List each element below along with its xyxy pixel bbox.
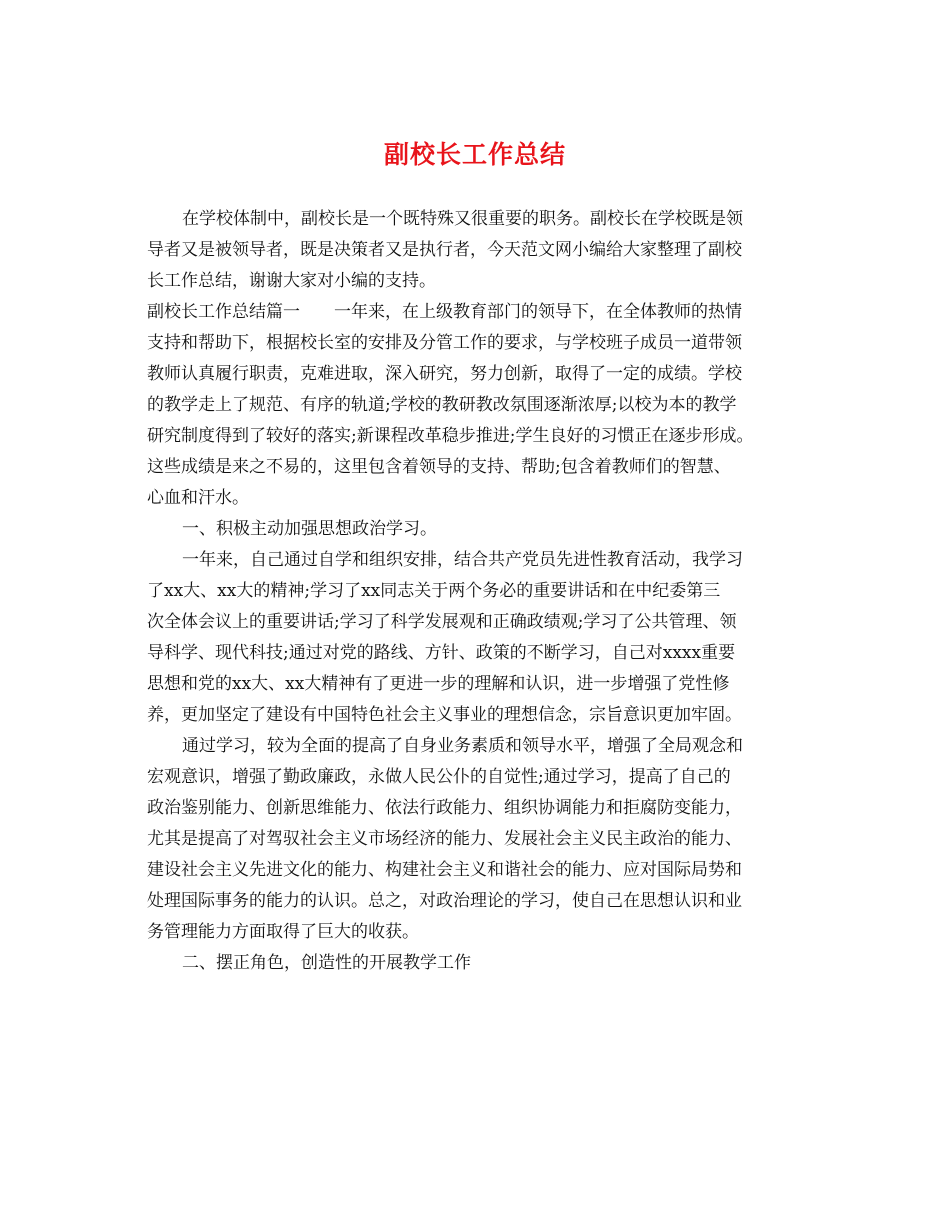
text-line: 宏观意识，增强了勤政廉政，永做人民公仆的自觉性;通过学习，提高了自己的	[147, 767, 731, 787]
text-line: 二、摆正角色，创造性的开展教学工作	[182, 953, 471, 973]
text-line: 一、积极主动加强思想政治学习。	[182, 519, 437, 539]
text-line: 这些成绩是来之不易的，这里包含着领导的支持、帮助;包含着教师们的智慧、	[147, 457, 731, 477]
text-line: 支持和帮助下，根据校长室的安排及分管工作的要求，与学校班子成员一道带领	[147, 333, 742, 353]
text-line: 处理国际事务的能力的认识。总之，对政治理论的学习，使自己在思想认识和业	[147, 891, 742, 911]
text-line: 通过学习，较为全面的提高了自身业务素质和领导水平，增强了全局观念和	[182, 736, 743, 756]
text-line: 在学校体制中，副校长是一个既特殊又很重要的职务。副校长在学校既是领	[182, 209, 743, 229]
text-line: 副校长工作总结篇一 一年来，在上级教育部门的领导下，在全体教师的热情	[147, 302, 742, 322]
text-line: 导科学、现代科技;通过对党的路线、方针、政策的不断学习，自己对xxxx重要	[147, 643, 736, 663]
text-line: 次全体会议上的重要讲话;学习了科学发展观和正确政绩观;学习了公共管理、领	[147, 612, 737, 632]
text-line: 一年来，自己通过自学和组织安排，结合共产党员先进性教育活动，我学习	[182, 550, 743, 570]
text-line: 长工作总结，谢谢大家对小编的支持。	[147, 271, 436, 291]
text-line: 心血和汗水。	[147, 488, 249, 508]
document-title: 副校长工作总结	[383, 140, 566, 169]
text-line: 思想和党的xx大、xx大精神有了更进一步的理解和认识，进一步增强了党性修	[147, 674, 730, 694]
text-line: 政治鉴别能力、创新思维能力、依法行政能力、组织协调能力和拒腐防变能力，	[147, 798, 742, 818]
text-line: 研究制度得到了较好的落实;新课程改革稳步推进;学生良好的习惯正在逐步形成。	[147, 426, 754, 446]
text-line: 的教学走上了规范、有序的轨道;学校的教研教改氛围逐渐浓厚;以校为本的教学	[147, 395, 737, 415]
text-line: 导者又是被领导者，既是决策者又是执行者，今天范文网小编给大家整理了副校	[147, 240, 742, 260]
text-line: 了xx大、xx大的精神;学习了xx同志关于两个务必的重要讲话和在中纪委第三	[147, 581, 721, 601]
text-line: 建设社会主义先进文化的能力、构建社会主义和谐社会的能力、应对国际局势和	[147, 860, 742, 880]
text-line: 养，更加坚定了建设有中国特色社会主义事业的理想信念，宗旨意识更加牢固。	[147, 705, 742, 725]
text-line: 务管理能力方面取得了巨大的收获。	[147, 922, 419, 942]
text-line: 教师认真履行职责，克难进取，深入研究，努力创新，取得了一定的成绩。学校	[147, 364, 742, 384]
document-body	[147, 204, 812, 979]
text-line: 尤其是提高了对驾驭社会主义市场经济的能力、发展社会主义民主政治的能力、	[147, 829, 742, 849]
